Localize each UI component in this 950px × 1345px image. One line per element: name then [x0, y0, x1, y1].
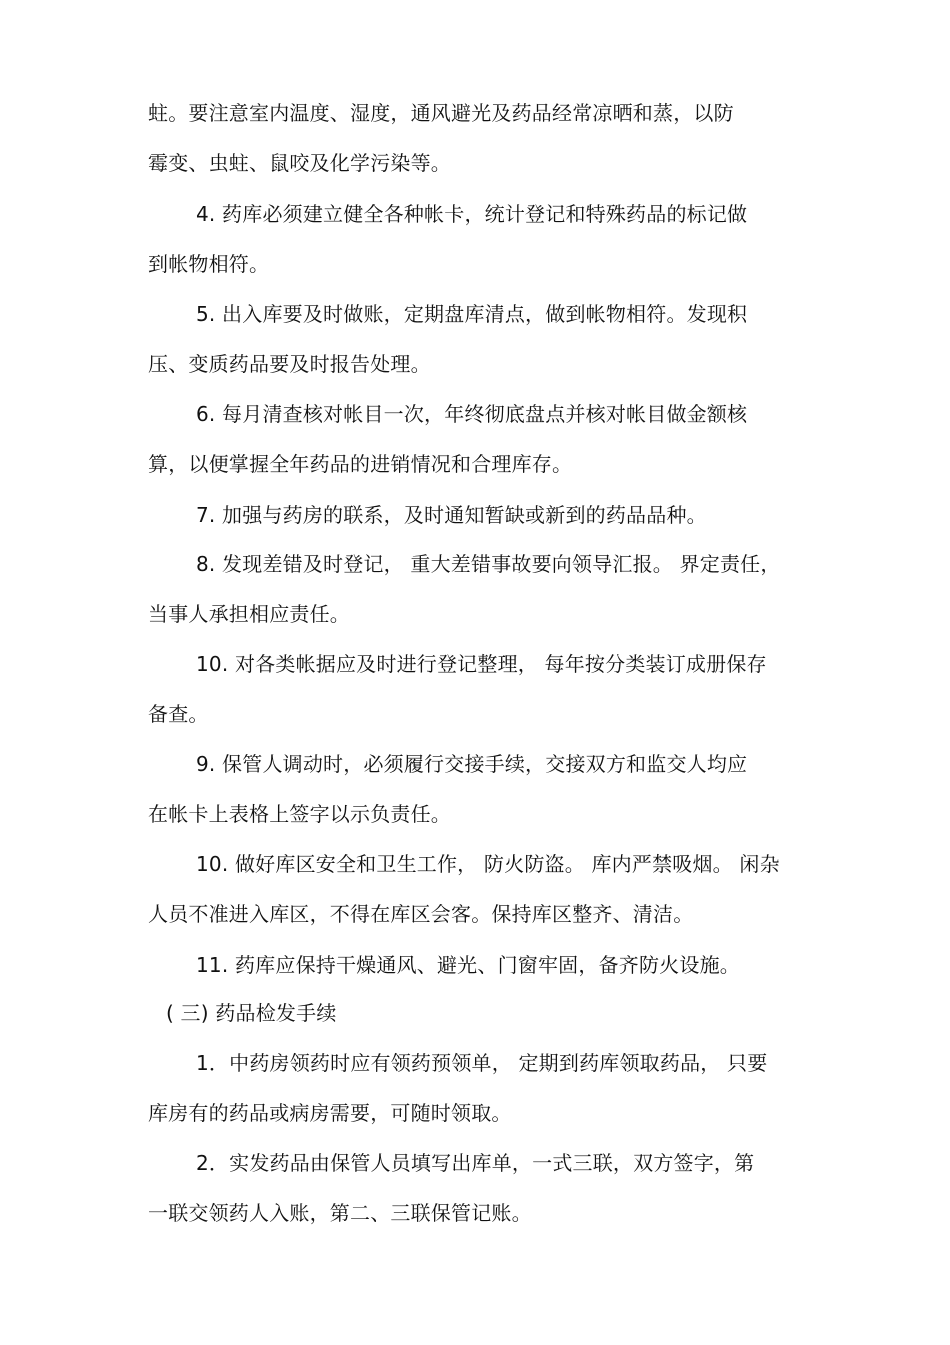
text-line: 10. 对各类帐据应及时进行登记整理， 每年按分类装订成册保存	[196, 652, 767, 676]
text-line: 在帐卡上表格上签字以示负责任。	[148, 802, 451, 826]
text-line: 4. 药库必须建立健全各种帐卡，统计登记和特殊药品的标记做	[196, 202, 748, 226]
text-line: 9. 保管人调动时，必须履行交接手续，交接双方和监交人均应	[196, 752, 748, 776]
text-line: 蛀。要注意室内温度、湿度，通风避光及药品经常凉晒和蒸，以防	[148, 101, 734, 125]
text-line: 库房有的药品或病房需要，可随时领取。	[148, 1101, 512, 1125]
text-line: 人员不准进入库区，不得在库区会客。保持库区整齐、清洁。	[148, 902, 694, 926]
text-line: 1．中药房领药时应有领药预领单， 定期到药库领取药品， 只要	[196, 1051, 768, 1075]
text-line: 2．实发药品由保管人员填写出库单，一式三联，双方签字，第	[196, 1151, 755, 1175]
text-line: 7. 加强与药房的联系，及时通知暂缺或新到的药品品种。	[196, 503, 707, 527]
text-line: 到帐物相符。	[148, 252, 270, 276]
text-line: 10. 做好库区安全和卫生工作， 防火防盗。 库内严禁吸烟。 闲杂	[196, 852, 780, 876]
text-line: 8. 发现差错及时登记， 重大差错事故要向领导汇报。 界定责任，	[196, 552, 781, 576]
text-line: 5. 出入库要及时做账，定期盘库清点，做到帐物相符。发现积	[196, 302, 748, 326]
text-line: 备查。	[148, 702, 209, 726]
text-line: 6. 每月清查核对帐目一次，年终彻底盘点并核对帐目做金额核	[196, 402, 748, 426]
text-line: 11. 药库应保持干燥通风、避光、门窗牢固，备齐防火设施。	[196, 953, 740, 977]
text-line: 算，以便掌握全年药品的进销情况和合理库存。	[148, 452, 573, 476]
section-heading: ( 三) 药品检发手续	[166, 1001, 337, 1025]
text-line: 压、变质药品要及时报告处理。	[148, 352, 431, 376]
text-line: 霉变、虫蛀、鼠咬及化学污染等。	[148, 151, 451, 175]
text-line: 当事人承担相应责任。	[148, 602, 350, 626]
text-line: 一联交领药人入账，第二、三联保管记账。	[148, 1201, 532, 1225]
